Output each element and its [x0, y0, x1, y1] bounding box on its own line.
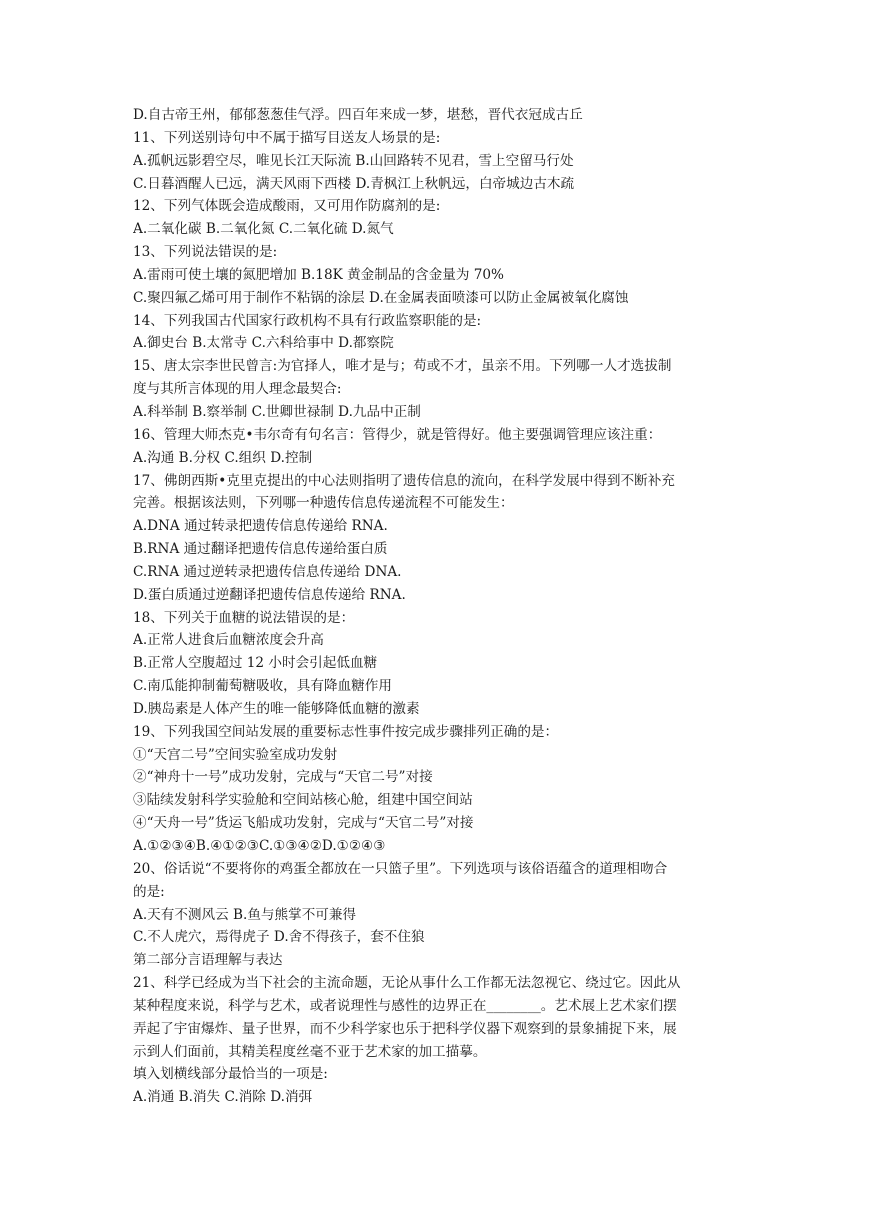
- options-q21: A.消通 B.消失 C.消除 D.消弭: [133, 1089, 313, 1106]
- options-q16: A.沟通 B.分权 C.组织 D.控制: [133, 449, 313, 466]
- option-q18-a: A.正常人进食后血糖浓度会升高: [133, 632, 324, 649]
- question-21-cont-2: 弄起了宇宙爆炸、量子世界，而不少科学家也乐于把科学仪器下观察到的景象捕捉下来，展: [133, 1020, 677, 1037]
- question-11: 11、下列送别诗句中不属于描写目送友人场景的是:: [133, 129, 441, 146]
- section-heading: 第二部分言语理解与表达: [133, 952, 283, 969]
- text-line-d-option-q10: D.自古帝王州，郁郁葱葱佳气浮。四百年来成一梦，堪愁，晋代衣冠成古丘: [133, 107, 583, 123]
- question-16: 16、管理大师杰克•韦尔奇有句名言：管得少，就是管得好。他主要强调管理应该注重：: [133, 426, 662, 443]
- question-13: 13、下列说法错误的是:: [133, 244, 278, 261]
- options-q19: A.①②③④B.④①②③C.①③④②D.①②④③: [133, 838, 386, 854]
- question-15: 15、唐太宗李世民曾言:为官择人，唯才是与；苟或不才，虽亲不用。下列哪一人才选拔制: [133, 358, 672, 375]
- options-q20-cd: C.不人虎穴，焉得虎子 D.舍不得孩子，套不住狼: [133, 929, 425, 946]
- options-q11-ab: A.孤帆远影碧空尽，唯见长江天际流 B.山回路转不见君，雪上空留马行处: [133, 152, 574, 169]
- question-12: 12、下列气体既会造成酸雨，又可用作防腐剂的是:: [133, 198, 441, 215]
- event-3: ③陆续发射科学实验舱和空间站核心舱，组建中国空间站: [133, 792, 473, 809]
- question-15-cont: 度与其所言体现的用人理念最契合:: [133, 381, 342, 398]
- option-q17-b: B.RNA 通过翻译把遗传信息传递给蛋白质: [133, 541, 388, 558]
- question-21-prompt: 填入划横线部分最恰当的一项是:: [133, 1066, 328, 1083]
- options-q20-ab: A.天有不测风云 B.鱼与熊掌不可兼得: [133, 906, 357, 923]
- question-19: 19、下列我国空间站发展的重要标志性事件按完成步骤排列正确的是：: [133, 723, 559, 740]
- option-q17-a: A.DNA 通过转录把遗传信息传递给 RNA.: [133, 518, 388, 535]
- event-1: ①“天宫二号”空间实验室成功发射: [133, 746, 338, 763]
- option-q18-b: B.正常人空腹超过 12 小时会引起低血糖: [133, 655, 378, 672]
- question-18: 18、下列关于血糖的说法错误的是：: [133, 609, 355, 626]
- question-17-cont: 完善。根据该法则，下列哪一种遗传信息传递流程不可能发生：: [133, 495, 514, 512]
- option-q17-c: C.RNA 通过逆转录把遗传信息传递给 DNA.: [133, 563, 402, 580]
- question-21-cont-3: 示到人们面前，其精美程度丝毫不亚于艺术家的加工描摹。: [133, 1043, 487, 1060]
- options-q11-cd: C.日暮酒醒人已远，满天风雨下西楼 D.青枫江上秋帆远，白帝城边古木疏: [133, 175, 575, 192]
- question-20-cont: 的是:: [133, 883, 165, 900]
- option-q18-c: C.南瓜能抑制葡萄糖吸收，具有降血糖作用: [133, 678, 392, 695]
- question-21: 21、科学已经成为当下社会的主流命题，无论从事什么工作都无法忽视它、绕过它。因此从: [133, 975, 681, 992]
- question-14: 14、下列我国古代国家行政机构不具有行政监察职能的是:: [133, 312, 482, 329]
- event-4: ④“天舟一号”货运飞船成功发射，完成与“天官二号”对接: [133, 815, 474, 832]
- question-20: 20、俗话说“不要将你的鸡蛋全都放在一只篮子里”。下列选项与该俗语蕴含的道理相吻合: [133, 860, 668, 877]
- options-q13-ab: A.雷雨可使土壤的氮肥增加 B.18K 黄金制品的含金量为 70%: [133, 266, 504, 283]
- options-q13-cd: C.聚四氟乙烯可用于制作不粘锅的涂层 D.在金属表面喷漆可以防止金属被氧化腐蚀: [133, 289, 629, 306]
- options-q15: A.科举制 B.察举制 C.世卿世禄制 D.九品中正制: [133, 403, 421, 420]
- options-q14: A.御史台 B.太常寺 C.六科给事中 D.都察院: [133, 335, 394, 352]
- question-17: 17、佛朗西斯•克里克提出的中心法则指明了遗传信息的流向，在科学发展中得到不断补充: [133, 472, 675, 489]
- options-q12: A.二氧化碳 B.二氧化氮 C.二氧化硫 D.氮气: [133, 221, 394, 238]
- option-q18-d: D.胰岛素是人体产生的唯一能够降低血糖的激素: [133, 700, 420, 717]
- option-q17-d: D.蛋白质通过逆翻译把遗传信息传递给 RNA.: [133, 586, 406, 603]
- event-2: ②“神舟十一号”成功发射，完成与“天官二号”对接: [133, 769, 433, 786]
- question-21-cont-1: 某种程度来说，科学与艺术，或者说理性与感性的边界正在________。艺术展上艺术家们摆: [133, 997, 677, 1014]
- document-body: [133, 104, 743, 1109]
